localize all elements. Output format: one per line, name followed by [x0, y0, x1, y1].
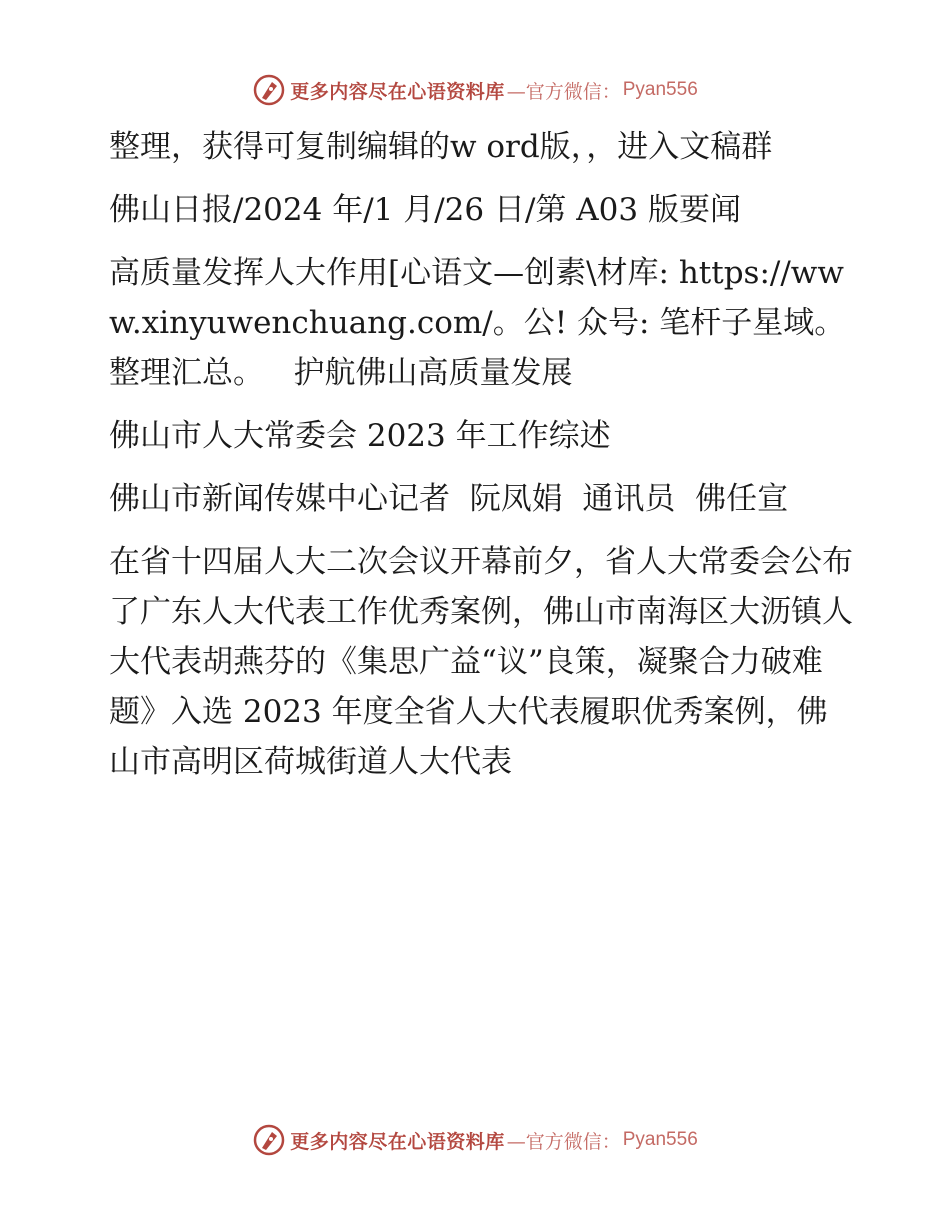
- footer-banner: [0, 1120, 950, 1160]
- banner-label: —官方微信：: [506, 80, 621, 103]
- paragraph-headline: 高质量发挥人大作用[心语文—创素\材库: https://www.xinyuwenchuang.com/。公! 众号: 笔杆子星域。整理汇总。 护航佛山高质量发展: [109, 255, 846, 391]
- banner-text: 更多内容尽在心语资料库: [290, 1130, 505, 1153]
- paragraph-source: 佛山日报/2024 年/1 月/26 日/第 A03 版要闻: [109, 192, 741, 228]
- pen-nib-logo-icon: [252, 73, 286, 107]
- paragraph-subtitle: 佛山市人大常委会 2023 年工作综述: [109, 418, 611, 454]
- paragraph-intro: 整理，获得可复制编辑的w ord版，，进入文稿群: [109, 129, 773, 165]
- pen-nib-logo-icon: [252, 1123, 286, 1157]
- banner-wechat-id: Pyan556: [622, 79, 698, 100]
- paragraph-byline: 佛山市新闻传媒中心记者 阮凤娟 通讯员 佛任宣: [109, 481, 789, 517]
- banner-wechat-id: Pyan556: [622, 1129, 698, 1150]
- banner-text: 更多内容尽在心语资料库: [290, 80, 505, 103]
- paragraph-body: 在省十四届人大二次会议开幕前夕，省人大常委会公布了广东人大代表工作优秀案例，佛山市南海区大沥镇人大代表胡燕芬的《集思广益“议”良策，凝聚合力破难题》入选 2023 年度全省人大代表履职优秀案例，佛山市高明区荷城街道人大代表: [109, 544, 853, 780]
- header-banner: [0, 70, 950, 110]
- document-body: [97, 122, 857, 800]
- banner-label: —官方微信：: [506, 1130, 621, 1153]
